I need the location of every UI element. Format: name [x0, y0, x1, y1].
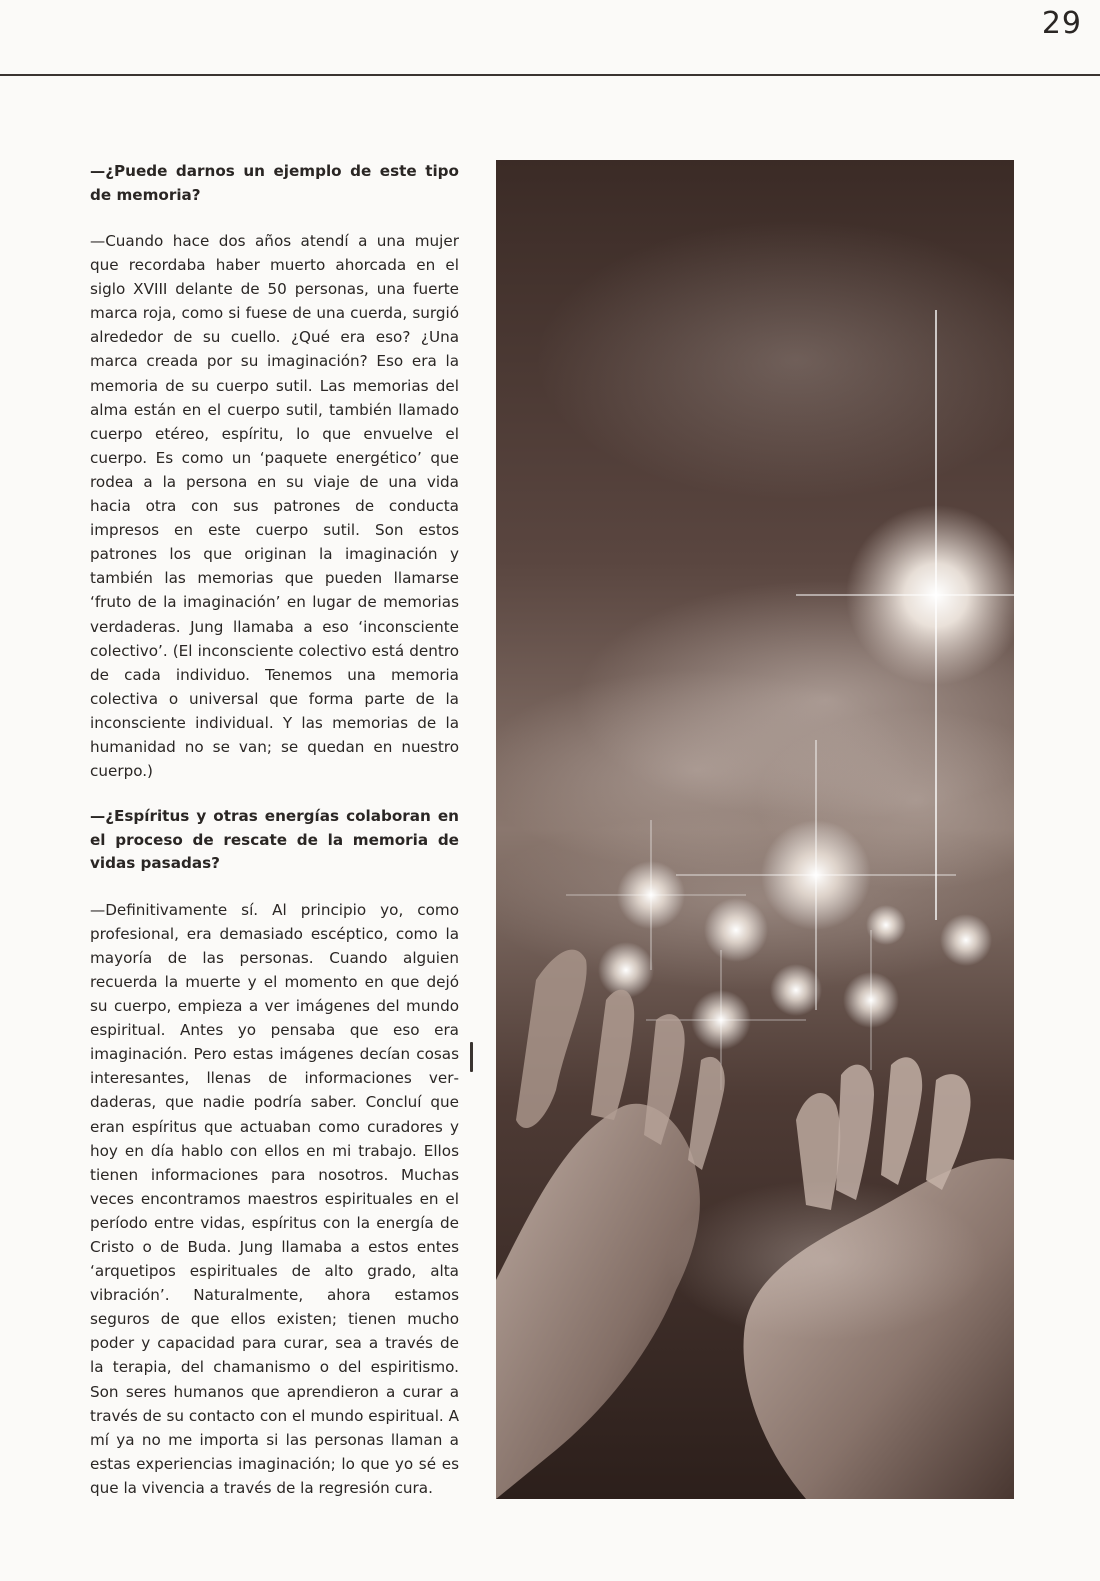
article-text-column: [90, 160, 459, 1522]
hands-and-lights-photo: [496, 160, 1014, 1499]
scan-mark: [470, 1042, 473, 1072]
answer-2: —Definitivamente sí. Al principio yo, como profesional, era demasiado escéptico, como la mayoría de las personas. Cuando alguien recuerda la muerte y el momento en que dejó su cuerpo, empieza a ver imágenes del mundo espiritual. Antes yo pensaba que eso era imaginación. Pero estas imágenes decían cosas interesantes, llenas de informaciones verdaderas, que nadie podría saber. Concluí que eran espíritus que actuaban como curadores y hoy en día hablo con ellos en mi trabajo. Ellos tienen informaciones para nosotros. Muchas veces encontramos maestros espirituales en el período entre vidas, espíritus con la energía de Cristo o de Buda. Jung llamaba a estos entes ‘arquetipos espirituales de alto grado, alta vibración’. Naturalmente, ahora estamos seguros de que ellos existen; tienen mucho poder y capacidad para curar, sea a través de la terapia, del chamanismo o del espiritismo. Son seres humanos que aprendieron a curar a través de su contacto con el mundo espiritual. A mí ya no me importa si las personas llaman a estas experiencias imaginación; lo que yo sé es que la vivencia a través de la regresión cura.: [90, 900, 459, 1497]
answer-1: —Cuando hace dos años atendí a una mujer que recordaba haber muerto ahorcada en el siglo XVIII delante de 50 personas, una fuerte marca roja, como si fuese de una cuerda, surgió alrededor de su cuello. ¿Qué era eso? ¿Una marca creada por su imaginación? Eso era la memoria de su cuerpo sutil. Las memorias del alma están en el cuerpo sutil, también llamado cuerpo etéreo, espíritu, lo que envuelve el cuerpo. Es como un ‘paquete energético’ que rodea a la persona en su viaje de una vida hacia otra con sus patrones de conducta impresos en este cuerpo sutil. Son estos patrones los que originan la imaginación y también las memorias que pueden llamarse ‘fruto de la imaginación’ en lugar de memorias verdaderas. Jung llamaba a eso ‘inconsciente colectivo’. (El inconsciente colectivo está dentro de cada individuo. Tenemos una memoria colectiva o universal que forma parte de la inconsciente individual. Y las memorias de la humanidad no se van; se quedan en nuestro cuerpo.): [90, 232, 459, 781]
header-rule: [0, 74, 1100, 76]
page-number: 29: [1041, 6, 1082, 41]
question-2: —¿Espíritus y otras energías colaboran en el proceso de rescate de la memoria de vidas pasadas?: [90, 807, 459, 873]
question-1: —¿Puede darnos un ejemplo de este tipo de memoria?: [90, 162, 459, 204]
